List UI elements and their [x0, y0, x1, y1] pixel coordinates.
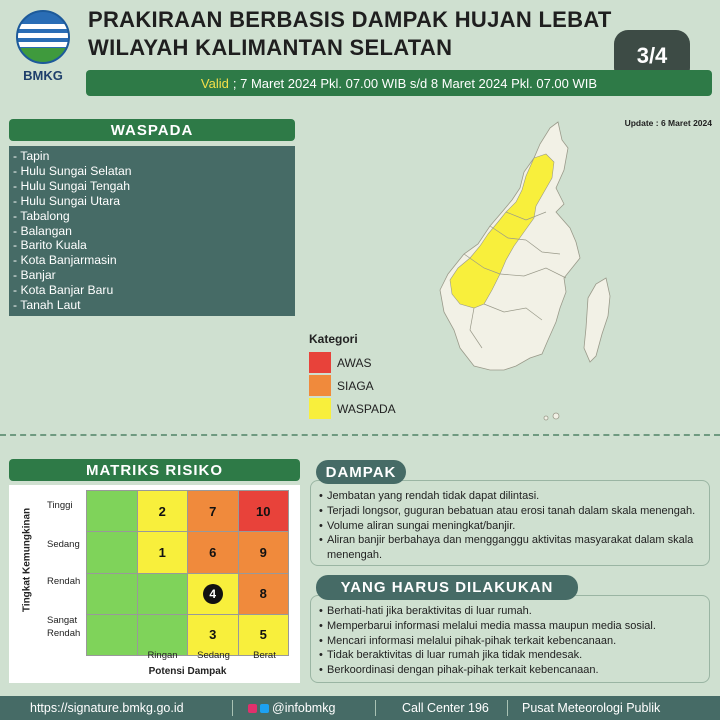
actions-panel	[310, 595, 710, 683]
risk-matrix-grid	[86, 490, 289, 656]
map-small-island	[544, 416, 548, 420]
matrix-cell: 5	[239, 615, 290, 656]
waspada-region-item: - Tapin	[13, 149, 50, 163]
title-line-1: PRAKIRAAN BERBASIS DAMPAK HUJAN LEBAT	[88, 7, 612, 32]
bullet-item: • Berhati-hati jika beraktivitas di luar rumah.	[319, 604, 701, 619]
social-handle[interactable]	[248, 696, 335, 720]
call-center: Call Center 196	[402, 701, 489, 715]
social-handle-text: @infobmkg	[272, 701, 336, 715]
waspada-region-item: - Kota Banjarmasin	[13, 253, 117, 268]
matrix-cell: 6	[188, 532, 239, 573]
bullet-item: • Terjadi longsor, guguran bebatuan atau erosi tanah dalam skala menengah.	[319, 504, 701, 519]
matrix-x-label: Sedang	[197, 650, 230, 661]
legend-swatch	[309, 398, 331, 419]
title-line-2: WILAYAH KALIMANTAN SELATAN	[88, 35, 453, 60]
valid-label: Valid	[200, 75, 229, 91]
waspada-region-item: - Banjar	[13, 268, 56, 283]
page-number-badge: 3/4	[614, 30, 690, 82]
logo-emblem-icon	[16, 10, 70, 64]
update-date: Update : 6 Maret 2024	[624, 118, 712, 128]
bullet-item: • Mencari informasi melalui pihak-pihak terkait kebencanaan.	[319, 634, 701, 649]
matrix-x-label: Berat	[253, 650, 276, 661]
waspada-region-item: - Hulu Sungai Utara	[13, 193, 121, 208]
risk-matrix-heading: MATRIKS RISIKO	[9, 459, 300, 481]
matrix-cell: 9	[239, 532, 290, 573]
legend-swatch	[309, 352, 331, 373]
matrix-y-axis-title	[17, 500, 37, 620]
bullet-item: • Volume aliran sungai meningkat/banjir.	[319, 519, 701, 534]
bullet-item: • Jembatan yang rendah tidak dapat dilintasi.	[319, 489, 701, 504]
waspada-region-item: - Tanah Laut	[13, 298, 81, 313]
website-link[interactable]: https://signature.bmkg.go.id	[30, 701, 184, 715]
matrix-cell: 10	[239, 491, 290, 532]
footer-separator	[232, 700, 233, 716]
waspada-region-item: - Hulu Sungai Tengah	[13, 178, 130, 193]
waspada-region-item: - Balangan	[13, 223, 72, 238]
matrix-y-label: Sangat Rendah	[47, 615, 81, 639]
publisher-name: Pusat Meteorologi Publik	[522, 701, 661, 715]
map-small-island	[553, 413, 559, 419]
waspada-region-item: - Kota Banjar Baru	[13, 283, 114, 298]
bullet-item: • Aliran banjir berbahaya dan mengganggu aktivitas masyarakat dalam skala menengah.	[319, 533, 701, 563]
bullet-item: • Tidak beraktivitas di luar rumah jika tidak mendesak.	[319, 648, 701, 663]
matrix-cell	[138, 574, 189, 615]
twitter-icon	[260, 704, 269, 713]
matrix-cell: 3	[188, 615, 239, 656]
section-divider	[0, 434, 720, 436]
legend-swatch	[309, 375, 331, 396]
map-island	[584, 278, 610, 362]
legend-label: AWAS	[337, 355, 372, 370]
matrix-x-axis-title: Potensi Dampak	[148, 666, 227, 677]
region-map	[430, 108, 720, 428]
logo-text: BMKG	[23, 68, 63, 83]
matrix-cell	[188, 574, 239, 615]
footer	[0, 696, 720, 720]
legend-label: WASPADA	[337, 401, 396, 416]
matrix-y-label: Rendah	[47, 576, 81, 587]
waspada-region-item: - Barito Kuala	[13, 238, 87, 253]
footer-separator	[507, 700, 508, 716]
bullet-item: • Berkoordinasi dengan pihak-pihak terkait kebencanaan.	[319, 663, 701, 678]
valid-period-bar	[86, 70, 712, 96]
impact-panel	[310, 480, 710, 566]
legend-item-awas	[309, 352, 371, 373]
matrix-cell: 8	[239, 574, 290, 615]
matrix-cell	[87, 491, 138, 532]
waspada-region-list	[9, 146, 295, 316]
valid-period-text: ; 7 Maret 2024 Pkl. 07.00 WIB s/d 8 Maret 2024 Pkl. 07.00 WIB	[232, 75, 598, 91]
matrix-y-label: Sedang	[47, 539, 80, 550]
waspada-region-item: - Hulu Sungai Selatan	[13, 163, 132, 178]
matrix-x-label: Ringan	[147, 650, 178, 661]
y-axis-title-text: Tingkat Kemungkinan	[21, 507, 33, 613]
legend-item-waspada	[309, 398, 396, 419]
matrix-cell: 7	[188, 491, 239, 532]
matrix-current-risk-marker: 4	[203, 584, 223, 604]
instagram-icon	[248, 704, 257, 713]
matrix-cell	[87, 574, 138, 615]
matrix-cell: 1	[138, 532, 189, 573]
impact-heading: DAMPAK	[316, 460, 406, 484]
waspada-heading: WASPADA	[9, 119, 295, 141]
legend-label: SIAGA	[337, 378, 374, 393]
bullet-item: • Memperbarui informasi melalui media massa maupun media sosial.	[319, 619, 701, 634]
matrix-cell	[87, 532, 138, 573]
footer-separator	[375, 700, 376, 716]
legend-item-siaga	[309, 375, 374, 396]
bmkg-logo	[12, 10, 74, 90]
page-title	[88, 6, 648, 62]
waspada-region-item: - Tabalong	[13, 208, 70, 223]
legend-title: Kategori	[309, 332, 358, 346]
actions-heading: YANG HARUS DILAKUKAN	[316, 575, 578, 600]
matrix-cell	[87, 615, 138, 656]
matrix-y-label: Tinggi	[47, 500, 73, 511]
matrix-cell: 2	[138, 491, 189, 532]
